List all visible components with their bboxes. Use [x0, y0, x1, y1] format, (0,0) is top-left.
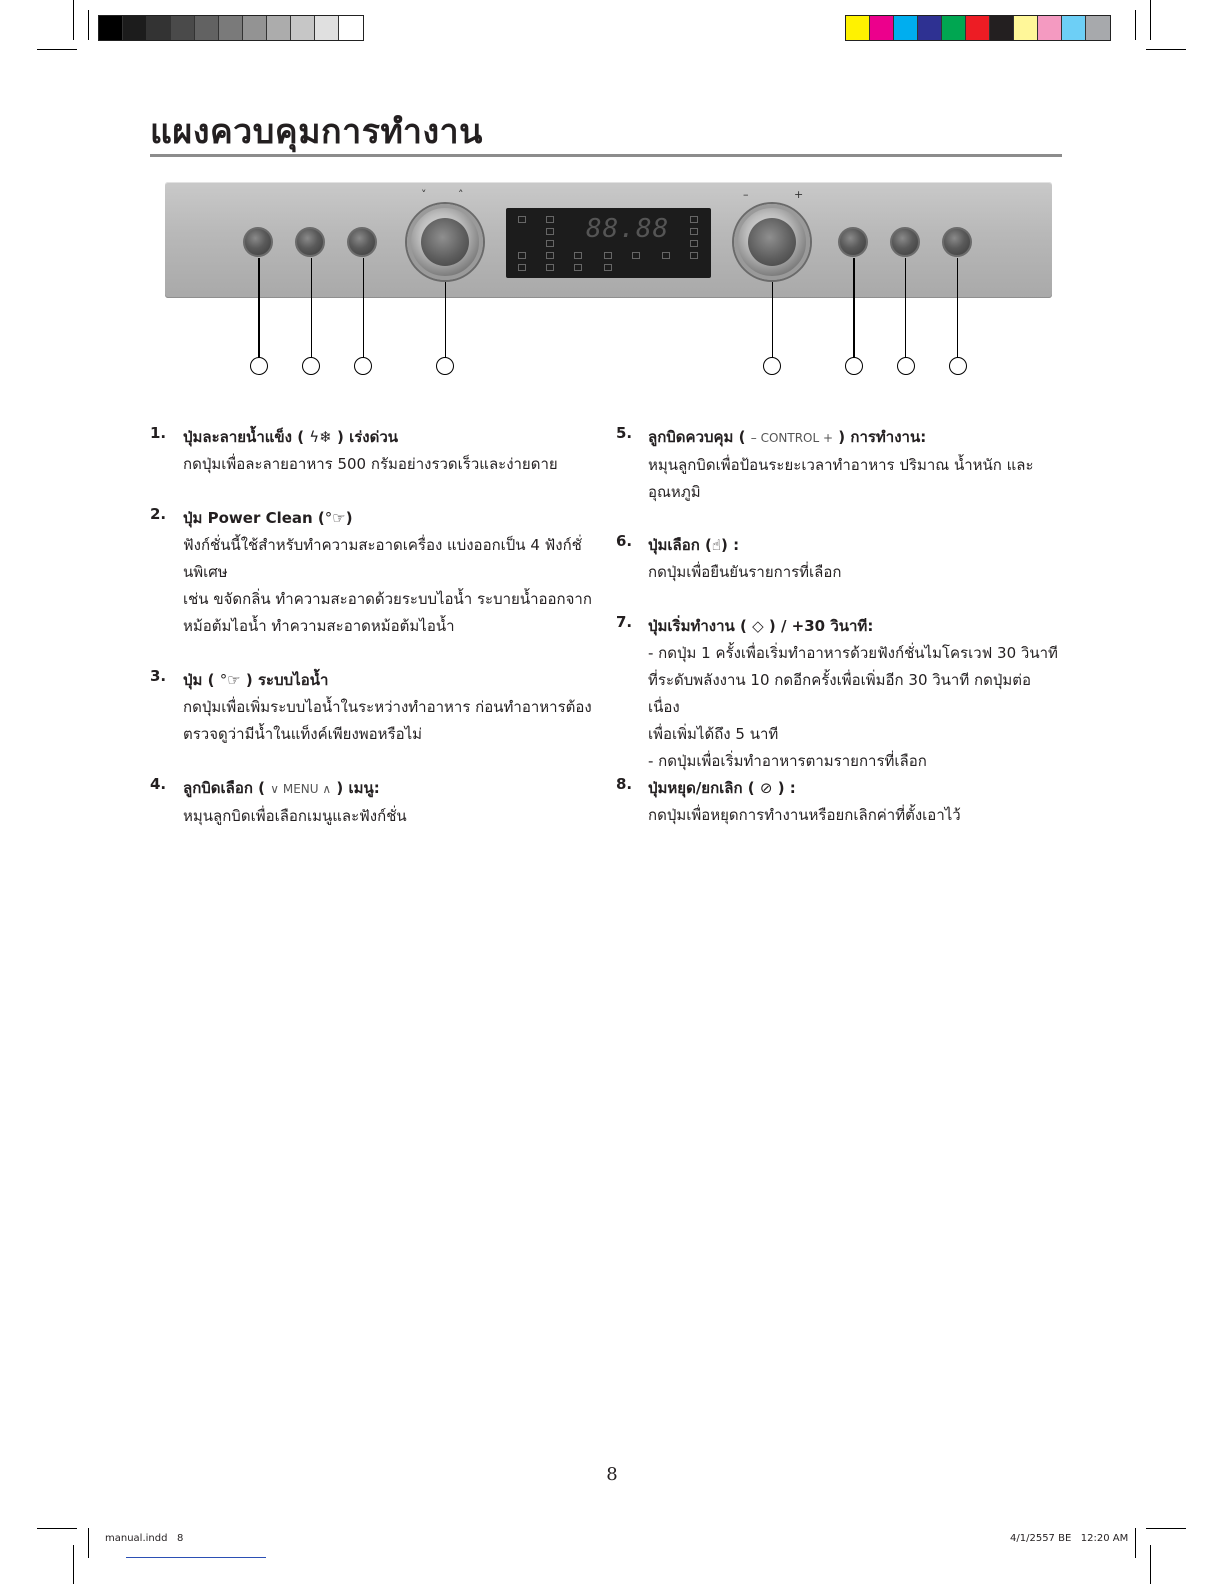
display-segment-icon — [546, 264, 554, 271]
footer-date: 4/1/2557 BE 12:20 AM — [1010, 1533, 1129, 1544]
color-swatch — [846, 16, 870, 40]
panel-button-1 — [243, 227, 273, 257]
menu-knob-up-mark: ˄ — [458, 188, 464, 201]
item-heading: ลูกบิดควบคุม ( – CONTROL + ) การทำงาน: — [648, 428, 926, 446]
gray-swatch — [339, 16, 363, 40]
gray-swatch — [315, 16, 339, 40]
item-line: เช่น ขจัดกลิ่น ทำความสะอาดด้วยระบบไอน้ำ ระบายน้ำออกจาก — [183, 590, 592, 608]
leader-line — [772, 282, 773, 358]
item-content — [183, 667, 603, 748]
item-line: - กดปุ่มเพื่อเริ่มทำอาหารตามรายการที่เลือก — [648, 752, 927, 770]
color-swatch — [918, 16, 942, 40]
callout-circle-4 — [436, 357, 454, 375]
menu-knob-down-mark: ˅ — [421, 188, 427, 201]
display-segment-icon — [546, 228, 554, 235]
lcd-display — [506, 208, 711, 278]
display-segment-icon — [574, 252, 582, 259]
color-swatch — [966, 16, 990, 40]
item-content — [183, 505, 603, 640]
leader-line — [258, 258, 260, 358]
item-line: ที่ระดับพลังงาน 10 กดอีกครั้งเพื่อเพิ่มอีก 30 วินาที กดปุ่มต่อเนื่อง — [648, 671, 1031, 716]
color-swatch — [1086, 16, 1110, 40]
display-segment-icon — [690, 216, 698, 223]
item-content — [648, 775, 1062, 829]
color-swatch — [990, 16, 1014, 40]
page-number: 8 — [606, 1464, 618, 1485]
gray-swatch — [195, 16, 219, 40]
leader-line — [957, 258, 958, 358]
display-segment-icon — [632, 252, 640, 259]
display-segment-icon — [546, 216, 554, 223]
color-swatch — [1038, 16, 1062, 40]
color-swatch — [894, 16, 918, 40]
gray-swatch — [243, 16, 267, 40]
steam-icon: °☞ — [219, 671, 241, 689]
display-segment-icon — [574, 264, 582, 271]
leader-line — [311, 258, 312, 358]
display-segment-icon — [690, 252, 698, 259]
select-hand-icon: ☝ — [711, 536, 722, 554]
footer-file-name: manual.indd 8 — [105, 1533, 184, 1544]
callout-circle-3 — [354, 357, 372, 375]
gray-swatch — [171, 16, 195, 40]
panel-button-7 — [890, 227, 920, 257]
control-knob-minus-mark: – — [743, 188, 749, 201]
display-segment-icon — [518, 264, 526, 271]
item-heading: ปุ่มเลือก (☝) : — [648, 536, 739, 554]
display-segment-icon — [546, 240, 554, 247]
item-heading: ปุ่มละลายน้ำแข็ง ( ϟ❄ ) เร่งด่วน — [183, 428, 398, 446]
gray-swatch — [219, 16, 243, 40]
color-swatch — [870, 16, 894, 40]
item-number: 2. — [150, 505, 167, 523]
display-segment-icon — [546, 252, 554, 259]
item-line: ตรวจดูว่ามีน้ำในแท็งค์เพียงพอหรือไม่ — [183, 725, 423, 743]
item-line: หมุนลูกบิดเพื่อป้อนระยะเวลาทำอาหาร ปริมาณ น้ำหนัก และ — [648, 456, 1034, 474]
item-heading: ปุ่ม ( °☞ ) ระบบไอน้ำ — [183, 671, 328, 689]
crop-mark — [88, 10, 89, 40]
item-number: 4. — [150, 775, 167, 793]
item-number: 8. — [616, 775, 633, 793]
display-segment-icon — [518, 216, 526, 223]
panel-button-3 — [347, 227, 377, 257]
menu-knob — [407, 204, 483, 280]
display-segment-icon — [690, 240, 698, 247]
crop-mark — [88, 1528, 89, 1558]
start-icon: ◇ — [752, 617, 764, 635]
item-line: - กดปุ่ม 1 ครั้งเพื่อเริ่มทำอาหารด้วยฟังก์ชั่นไมโครเวฟ 30 วินาที — [648, 644, 1058, 662]
item-line: นพิเศษ — [183, 563, 228, 581]
gray-swatch — [123, 16, 147, 40]
leader-line — [363, 258, 364, 358]
color-calibration-bar — [845, 15, 1111, 41]
power-clean-icon: °☞ — [324, 509, 346, 527]
crop-mark — [73, 1545, 74, 1584]
item-heading: ปุ่มหยุด/ยกเลิก ( ⊘ ) : — [648, 779, 796, 797]
item-content — [183, 424, 603, 478]
display-segment-icon — [662, 252, 670, 259]
color-swatch — [1062, 16, 1086, 40]
item-number: 6. — [616, 532, 633, 550]
leader-line — [905, 258, 906, 358]
display-segment-icon — [604, 252, 612, 259]
menu-dial-icon: ∨ MENU ∧ — [270, 782, 332, 796]
color-swatch — [1014, 16, 1038, 40]
item-content — [183, 775, 603, 830]
display-segment-icon — [604, 264, 612, 271]
title-underline — [150, 154, 1062, 157]
defrost-icon: ϟ❄ — [309, 428, 332, 446]
item-line: หม้อต้มไอน้ำ ทำความสะอาดหม้อต้มไอน้ำ — [183, 617, 455, 635]
crop-mark — [1150, 1545, 1151, 1584]
callout-circle-8 — [949, 357, 967, 375]
crop-mark — [1150, 0, 1151, 40]
grayscale-calibration-bar — [98, 15, 364, 41]
item-heading: ลูกบิดเลือก ( ∨ MENU ∧ ) เมนู: — [183, 779, 380, 797]
item-line: กดปุ่มเพื่อหยุดการทำงานหรือยกเลิกค่าที่ตั้งเอาไว้ — [648, 806, 961, 824]
item-number: 1. — [150, 424, 167, 442]
color-swatch — [942, 16, 966, 40]
item-content — [648, 532, 1062, 586]
stop-icon: ⊘ — [759, 779, 773, 797]
item-line: กดปุ่มเพื่อละลายอาหาร 500 กรัมอย่างรวดเร็วและง่ายดาย — [183, 455, 558, 473]
item-heading: ปุ่มเริ่มทำงาน ( ◇ ) / +30 วินาที: — [648, 617, 873, 635]
footer-underline — [126, 1557, 266, 1558]
item-number: 3. — [150, 667, 167, 685]
control-dial-icon: – CONTROL + — [750, 431, 834, 445]
item-number: 7. — [616, 613, 633, 631]
callout-circle-6 — [845, 357, 863, 375]
item-content — [648, 424, 1062, 506]
item-heading: ปุ่ม Power Clean (°☞) — [183, 509, 353, 527]
callout-circle-7 — [897, 357, 915, 375]
gray-swatch — [267, 16, 291, 40]
display-digits: 88.88 — [586, 214, 670, 244]
gray-swatch — [99, 16, 123, 40]
crop-mark — [1135, 1528, 1136, 1558]
item-line: หมุนลูกบิดเพื่อเลือกเมนูและฟังก์ชั่น — [183, 807, 407, 825]
crop-mark — [37, 1528, 77, 1529]
leader-line — [445, 282, 446, 358]
item-content — [648, 613, 1062, 775]
panel-button-6 — [838, 227, 868, 257]
crop-mark — [1146, 1528, 1186, 1529]
item-line: เพื่อเพิ่มได้ถึง 5 นาที — [648, 725, 779, 743]
panel-button-2 — [295, 227, 325, 257]
item-number: 5. — [616, 424, 633, 442]
callout-circle-1 — [250, 357, 268, 375]
panel-button-8 — [942, 227, 972, 257]
crop-mark — [1135, 10, 1136, 40]
gray-swatch — [147, 16, 171, 40]
callout-circle-2 — [302, 357, 320, 375]
gray-swatch — [291, 16, 315, 40]
display-segment-icon — [518, 252, 526, 259]
control-knob — [734, 204, 810, 280]
item-line: อุณหภูมิ — [648, 483, 701, 501]
crop-mark — [1146, 49, 1186, 50]
control-knob-plus-mark: + — [794, 188, 804, 201]
item-line: ฟังก์ชั่นนี้ใช้สำหรับทำความสะอาดเครื่อง แบ่งออกเป็น 4 ฟังก์ชั่ — [183, 536, 582, 554]
callout-circle-5 — [763, 357, 781, 375]
crop-mark — [73, 0, 74, 40]
page-title: แผงควบคุมการทำงาน — [150, 112, 483, 152]
leader-line — [853, 258, 855, 358]
item-line: กดปุ่มเพื่อยืนยันรายการที่เลือก — [648, 563, 842, 581]
crop-mark — [37, 49, 77, 50]
display-segment-icon — [690, 228, 698, 235]
item-line: กดปุ่มเพื่อเพิ่มระบบไอน้ำในระหว่างทำอาหาร ก่อนทำอาหารต้อง — [183, 698, 592, 716]
